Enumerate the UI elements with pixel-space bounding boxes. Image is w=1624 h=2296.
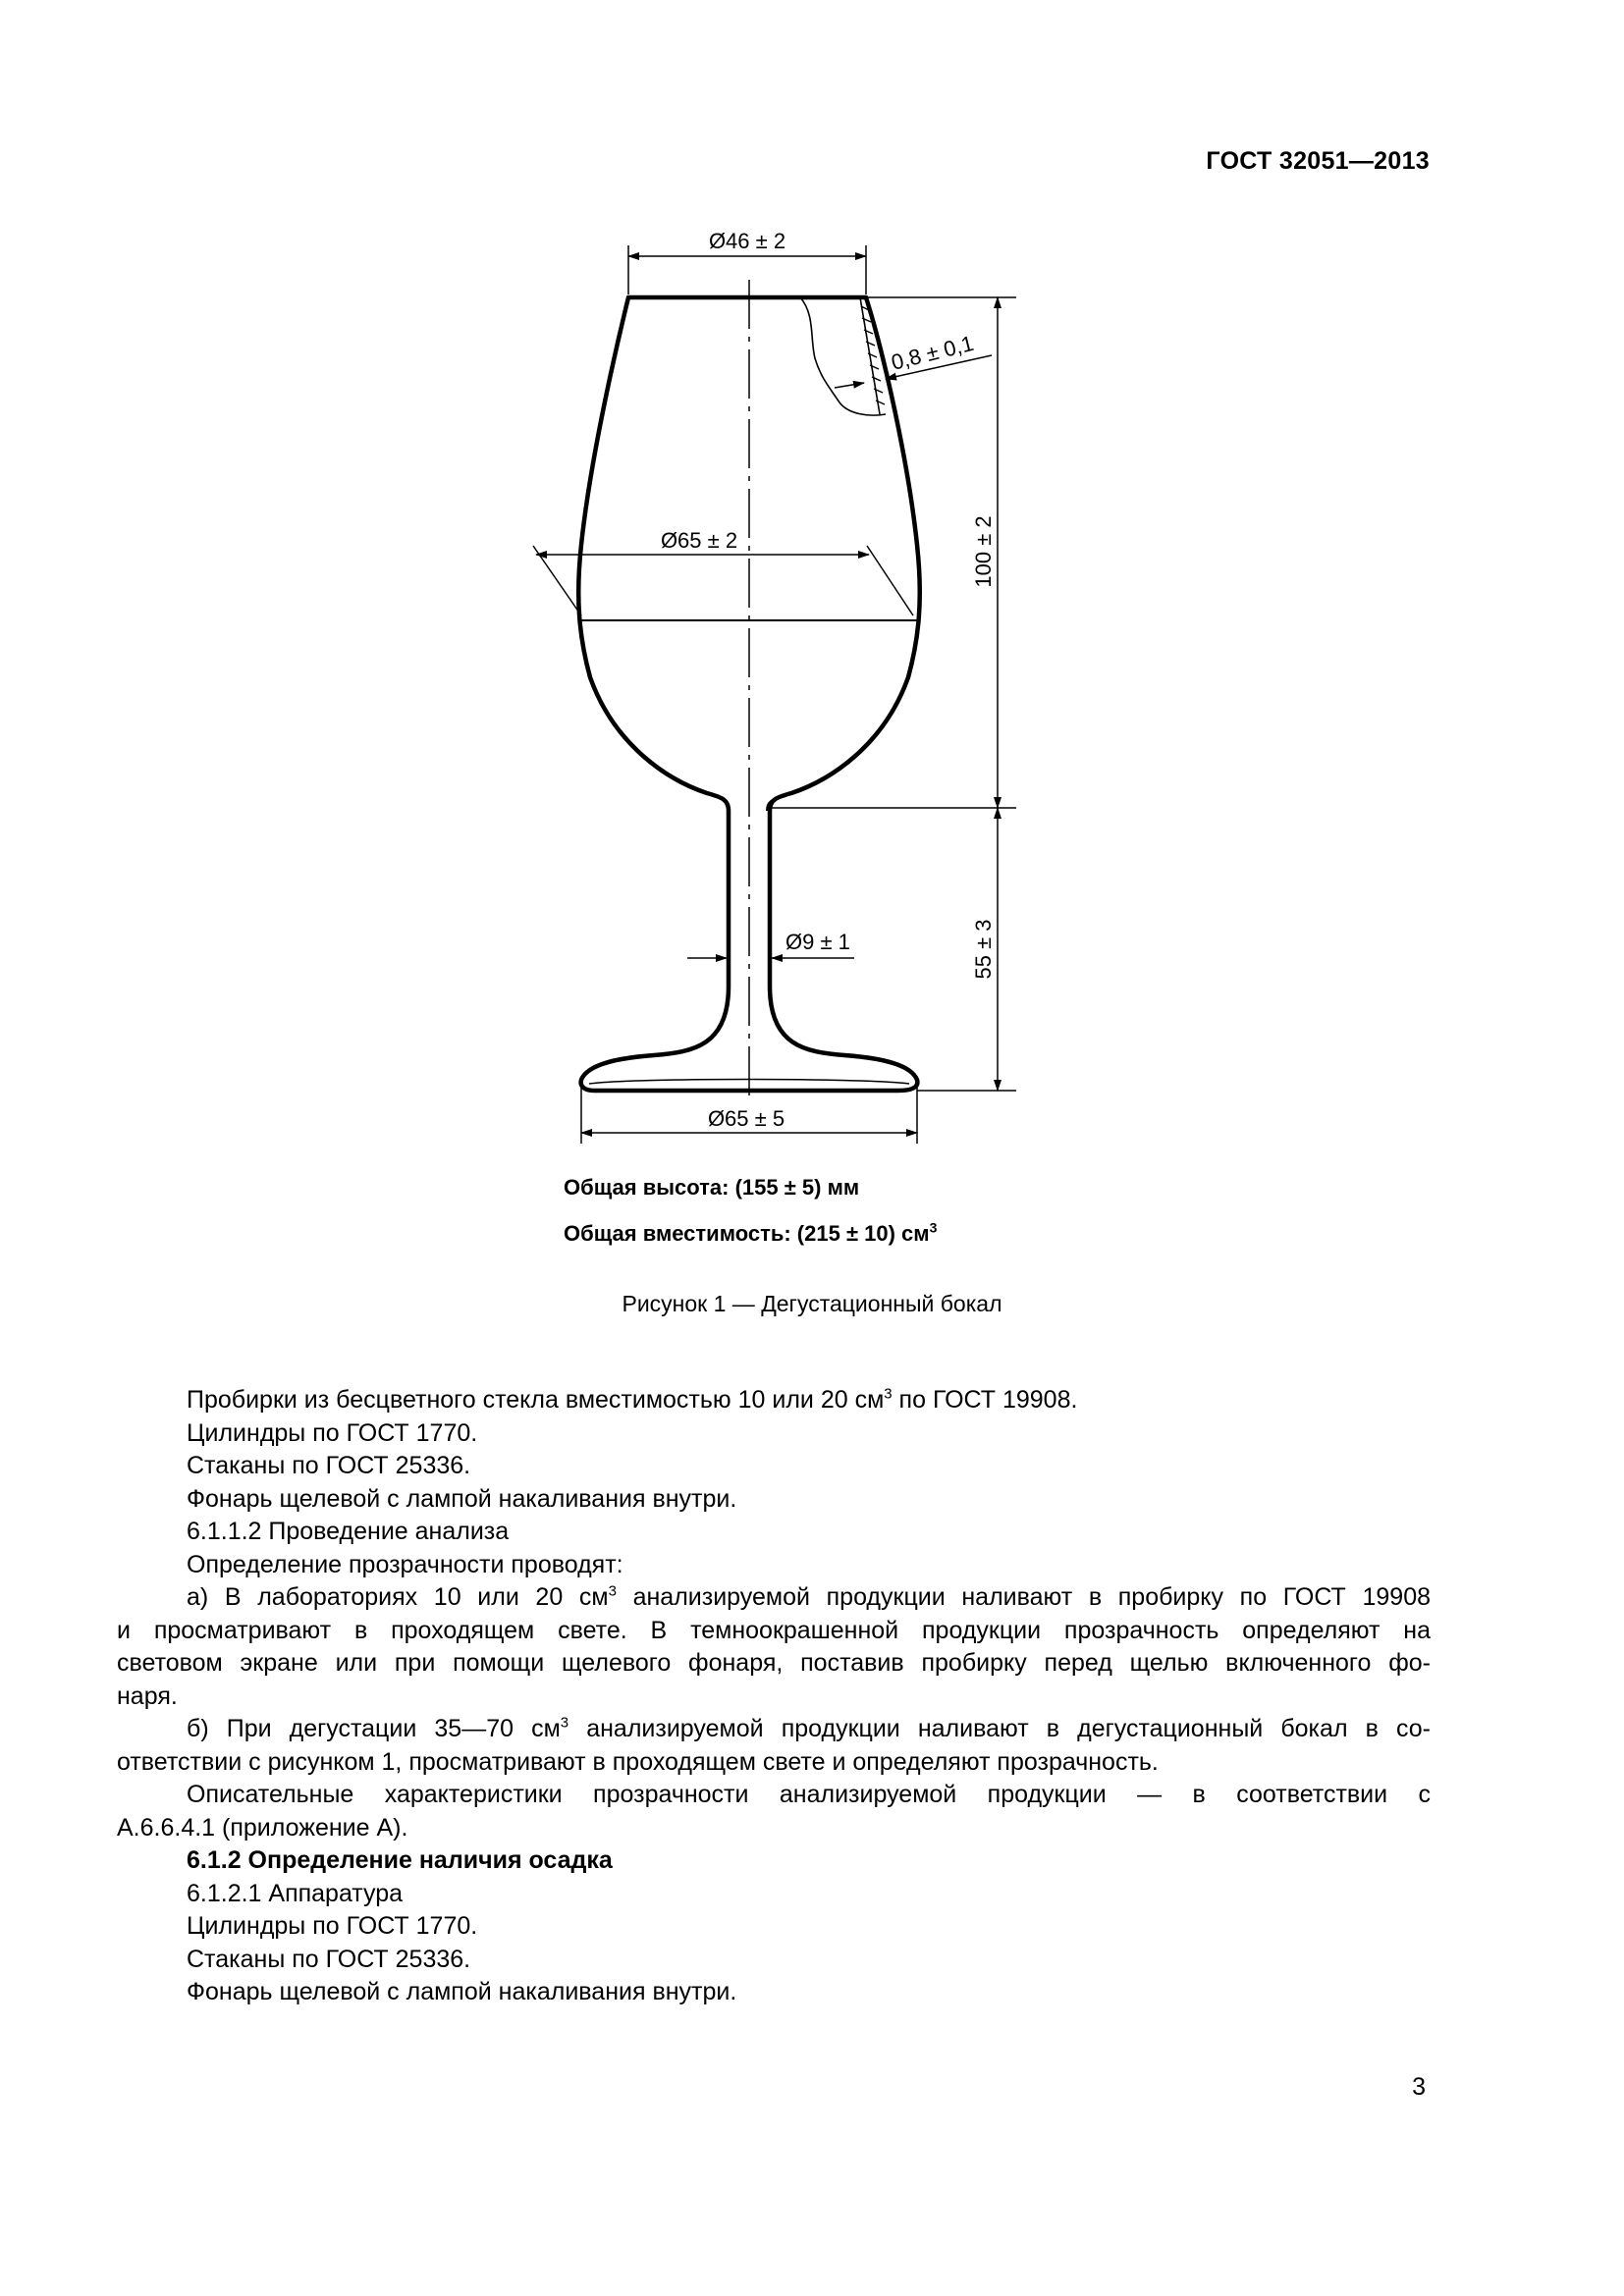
document-header: ГОСТ 32051—2013: [1206, 147, 1430, 175]
paragraph-line: и просматривают в проходящем свете. В темноокрашенной продукции прозрачность определяют на: [117, 1616, 1431, 1644]
dim-stem-diameter: Ø9 ± 1: [785, 930, 850, 954]
paragraph: Цилиндры по ГОСТ 1770.: [187, 1418, 478, 1447]
paragraph: 6.1.1.2 Проведение анализа: [187, 1518, 510, 1545]
paragraph-line: наря.: [117, 1682, 178, 1710]
paragraph: Описательные характеристики прозрачности анализируемой продукции — в соответствии с: [187, 1781, 1431, 1808]
paragraph-line: ответствии с рисунком 1, просматривают в проходящем свете и определяют прозрачность.: [117, 1747, 1159, 1776]
figure-note-height: Общая высота: (155 ± 5) мм: [564, 1175, 860, 1200]
page-number: 3: [1412, 2073, 1426, 2101]
glass-outline: [578, 297, 920, 1091]
paragraph: Фонарь щелевой с лампой накаливания внутри.: [187, 1978, 737, 2005]
dim-bowl-height: 100 ± 2: [971, 515, 996, 588]
body-text: [117, 1384, 1431, 2009]
section-heading: 6.1.2 Определение наличия осадка: [187, 1846, 613, 1874]
dim-bowl-diameter: Ø65 ± 2: [660, 528, 738, 553]
paragraph-line: А.6.6.4.1 (приложение А).: [117, 1813, 408, 1842]
paragraph: 6.1.2.1 Аппаратура: [187, 1879, 404, 1907]
dim-wall-thickness: 0,8 ± 0,1: [889, 330, 977, 375]
paragraph-line: световом экране или при помощи щелевого фонаря, поставив пробирку перед щелью включенного фо-: [117, 1649, 1431, 1677]
paragraph: Определение прозрачности проводят:: [187, 1550, 623, 1578]
paragraph: а) В лабораториях 10 или 20 $см^3$ анализируемой продукции наливают в пробирку по ГОСТ 19908: [187, 1582, 1431, 1611]
figure-caption: Рисунок 1 — Дегустационный бокал: [622, 1291, 1002, 1316]
paragraph: Стаканы по ГОСТ 25336.: [187, 1945, 471, 1973]
paragraph: Стаканы по ГОСТ 25336.: [187, 1452, 471, 1479]
dim-top-diameter: Ø46 ± 2: [708, 229, 786, 253]
paragraph: б) При дегустации 35—70 $см^3$ анализируемой продукции наливают в дегустационный бокал в со-: [187, 1714, 1431, 1742]
dim-base-diameter: Ø65 ± 5: [707, 1106, 785, 1131]
paragraph: Цилиндры по ГОСТ 1770.: [187, 1912, 478, 1940]
paragraph: Фонарь щелевой с лампой накаливания внутри.: [187, 1484, 737, 1513]
paragraph: Пробирки из бесцветного стекла вместимостью 10 или 20 $см^3$ по ГОСТ 19908.: [187, 1385, 1078, 1414]
figure-note-volume: Общая вместимость: (215 ± 10) $см^3$: [564, 1219, 938, 1246]
dim-stem-height: 55 ± 3: [971, 919, 996, 980]
